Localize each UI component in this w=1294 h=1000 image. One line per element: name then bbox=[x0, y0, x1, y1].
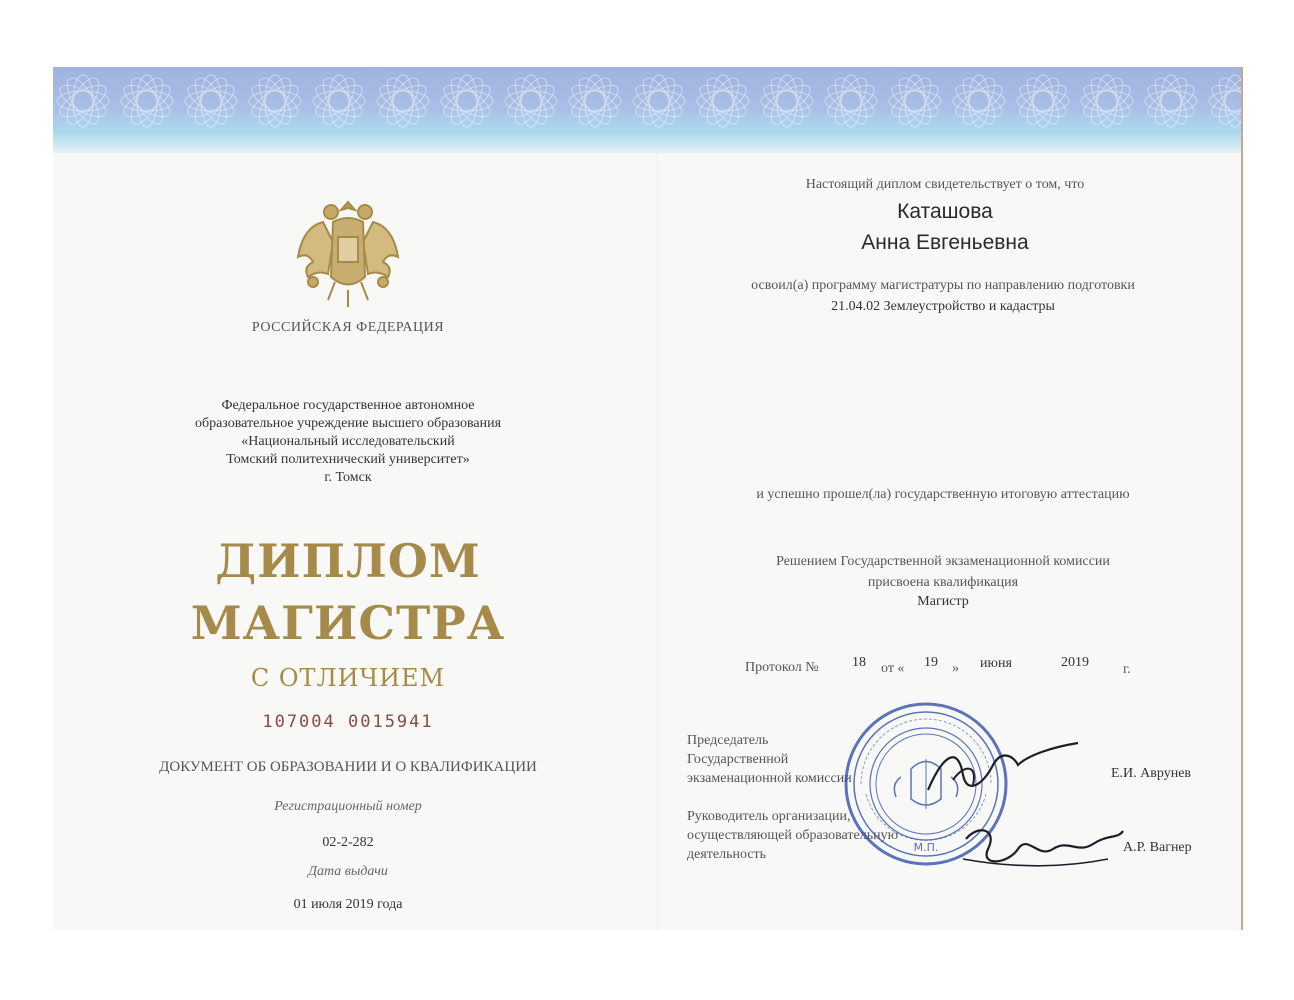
graduate-given-names: Анна Евгеньевна bbox=[861, 231, 1029, 254]
protocol-label: Протокол № bbox=[745, 660, 819, 675]
protocol-year: 2019 bbox=[1061, 655, 1089, 670]
head-title-line-1: Руководитель организации, bbox=[687, 809, 851, 824]
institution-line-1: Федеральное государственное автономное bbox=[221, 398, 475, 413]
diploma-title-line-1: ДИПЛОМ bbox=[215, 534, 481, 588]
page-fold bbox=[657, 153, 658, 930]
protocol-year-suffix: г. bbox=[1123, 662, 1131, 677]
institution-line-4: Томский политехнический университет» bbox=[226, 452, 470, 467]
certifies-intro: Настоящий диплом свидетельствует о том, что bbox=[805, 177, 1085, 192]
protocol-quote-close: » bbox=[952, 661, 959, 676]
commission-decision-line-1: Решением Государственной экзаменационной комиссии bbox=[776, 554, 1110, 569]
chair-title-line-2: Государственной bbox=[687, 752, 789, 767]
head-signature bbox=[958, 819, 1128, 879]
stamp-mark: М.П. bbox=[913, 841, 939, 854]
diploma-title-line-2: МАГИСТРА bbox=[190, 596, 506, 650]
issue-date: 01 июля 2019 года bbox=[293, 897, 403, 912]
head-title-line-3: деятельность bbox=[687, 847, 767, 862]
institution-line-3: «Национальный исследовательский bbox=[241, 434, 455, 449]
chair-signature bbox=[923, 735, 1083, 805]
diploma-title-distinction: С ОТЛИЧИЕМ bbox=[250, 664, 446, 692]
institution-line-2: образовательное учреждение высшего образования bbox=[194, 416, 502, 431]
registration-label: Регистрационный номер bbox=[274, 799, 422, 814]
graduate-surname: Каташова bbox=[897, 200, 993, 223]
attestation-text: и успешно прошел(ла) государственную итоговую аттестацию bbox=[756, 487, 1130, 502]
commission-decision-line-2: присвоена квалификация bbox=[867, 575, 1019, 590]
country-name: РОССИЙСКАЯ ФЕДЕРАЦИЯ bbox=[251, 320, 445, 335]
protocol-day: 19 bbox=[924, 655, 938, 670]
chair-title-line-3: экзаменационной комиссии bbox=[687, 771, 852, 786]
protocol-month: июня bbox=[980, 656, 1012, 671]
decorative-guilloche-band bbox=[53, 67, 1241, 153]
program-name: 21.04.02 Землеустройство и кадастры bbox=[831, 299, 1055, 314]
coat-of-arms-emblem bbox=[283, 182, 413, 312]
chair-name: Е.И. Аврунев bbox=[1111, 766, 1192, 781]
document-type: ДОКУМЕНТ ОБ ОБРАЗОВАНИИ И О КВАЛИФИКАЦИИ bbox=[159, 759, 537, 775]
protocol-from: от « bbox=[881, 661, 905, 676]
head-title-line-2: осуществляющей образовательную bbox=[687, 828, 899, 843]
qualification-value: Магистр bbox=[917, 594, 969, 609]
program-intro: освоил(а) программу магистратуры по направлению подготовки bbox=[751, 278, 1135, 293]
diploma-serial-number: 107004 0015941 bbox=[262, 712, 434, 732]
head-name: А.Р. Вагнер bbox=[1123, 840, 1192, 855]
institution-city: г. Томск bbox=[324, 470, 372, 485]
chair-title-line-1: Председатель bbox=[687, 733, 769, 748]
protocol-number: 18 bbox=[852, 655, 866, 670]
issue-date-label: Дата выдачи bbox=[308, 864, 388, 879]
registration-number: 02-2-282 bbox=[322, 835, 374, 850]
diploma-document bbox=[53, 67, 1241, 930]
